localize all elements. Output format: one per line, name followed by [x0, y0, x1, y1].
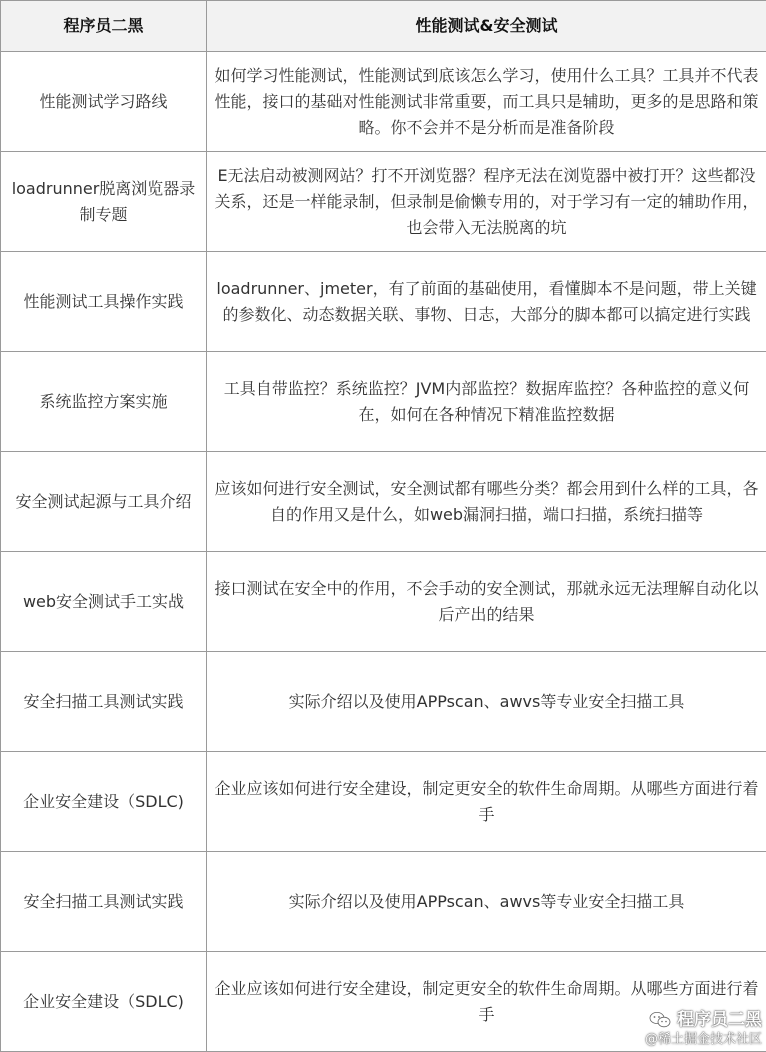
table-row	[1, 252, 766, 352]
row-description: 应该如何进行安全测试，安全测试都有哪些分类？都会用到什么样的工具，各自的作用又是什么，如web漏洞扫描，端口扫描，系统扫描等	[207, 452, 766, 552]
row-topic: 性能测试工具操作实践	[1, 252, 207, 352]
row-topic: 安全测试起源与工具介绍	[1, 452, 207, 552]
row-description: 企业应该如何进行安全建设，制定更安全的软件生命周期。从哪些方面进行着手	[207, 752, 766, 852]
row-description: 工具自带监控？系统监控？JVM内部监控？数据库监控？各种监控的意义何在，如何在各种情况下精准监控数据	[207, 352, 766, 452]
row-topic: 安全扫描工具测试实践	[1, 652, 207, 752]
row-topic: loadrunner脱离浏览器录制专题	[1, 152, 207, 252]
row-topic: 系统监控方案实施	[1, 352, 207, 452]
header-col-topic: 性能测试&安全测试	[207, 1, 766, 52]
table-row	[1, 652, 766, 752]
row-topic: web安全测试手工实战	[1, 552, 207, 652]
row-description: 企业应该如何进行安全建设，制定更安全的软件生命周期。从哪些方面进行着手	[207, 952, 766, 1052]
table-row	[1, 552, 766, 652]
table-row	[1, 452, 766, 552]
wechat-icon	[649, 1011, 671, 1029]
row-description: 实际介绍以及使用APPscan、awvs等专业安全扫描工具	[207, 852, 766, 952]
table-row	[1, 852, 766, 952]
watermark-author: 程序员二黑	[677, 1010, 762, 1030]
row-description: 实际介绍以及使用APPscan、awvs等专业安全扫描工具	[207, 652, 766, 752]
row-topic: 企业安全建设（SDLC)	[1, 952, 207, 1052]
table-row	[1, 752, 766, 852]
row-topic: 安全扫描工具测试实践	[1, 852, 207, 952]
watermark-site: @稀土掘金技术社区	[644, 1032, 762, 1047]
header-col-author: 程序员二黑	[1, 1, 207, 52]
watermark	[645, 1010, 762, 1048]
row-description: E无法启动被测网站？打不开浏览器？程序无法在浏览器中被打开？这些都没关系，还是一样能录制，但录制是偷懒专用的，对于学习有一定的辅助作用，也会带入无法脱离的坑	[207, 152, 766, 252]
table-header-row	[1, 1, 766, 52]
row-topic: 性能测试学习路线	[1, 52, 207, 152]
row-description: 接口测试在安全中的作用，不会手动的安全测试，那就永远无法理解自动化以后产出的结果	[207, 552, 766, 652]
table-row	[1, 52, 766, 152]
table-row	[1, 152, 766, 252]
table-row	[1, 352, 766, 452]
row-description: 如何学习性能测试，性能测试到底该怎么学习，使用什么工具？工具并不代表性能，接口的基础对性能测试非常重要，而工具只是辅助，更多的是思路和策略。你不会并不是分析而是准备阶段	[207, 52, 766, 152]
row-topic: 企业安全建设（SDLC)	[1, 752, 207, 852]
row-description: loadrunner、jmeter，有了前面的基础使用，看懂脚本不是问题，带上关键的参数化、动态数据关联、事物、日志，大部分的脚本都可以搞定进行实践	[207, 252, 766, 352]
